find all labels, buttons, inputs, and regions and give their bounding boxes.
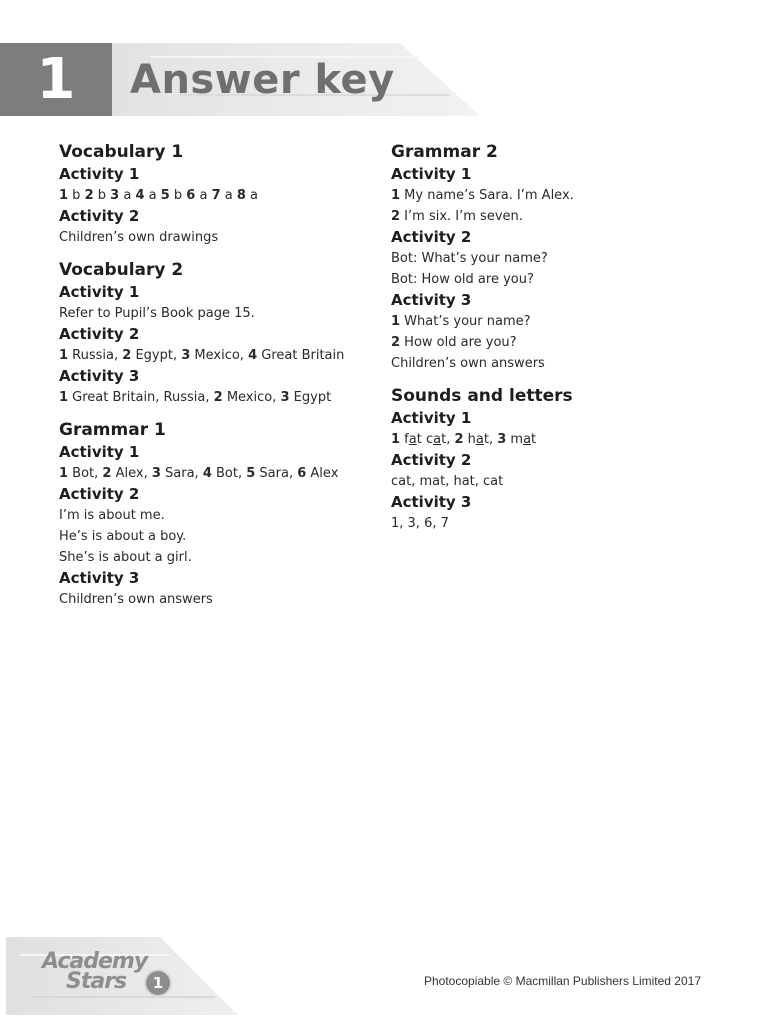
- answer-line: [391, 269, 691, 290]
- right-column: [391, 140, 691, 544]
- activity-title: Activity 1: [59, 165, 140, 183]
- activity-title: Activity 1: [59, 283, 140, 301]
- answer-text: m: [506, 432, 524, 447]
- item-number: 2: [391, 209, 401, 224]
- activity-title: Activity 2: [59, 325, 140, 343]
- item-number: 2: [102, 466, 112, 481]
- activity-title: Activity 1: [391, 165, 472, 183]
- answer-line: [391, 311, 691, 332]
- answer-line: [59, 526, 359, 547]
- answer-text: Russia,: [68, 348, 123, 363]
- answer-line: [391, 248, 691, 269]
- answer-text: 1, 3, 6, 7: [391, 516, 449, 531]
- answer-section: [391, 140, 691, 374]
- answer-text: Bot: How old are you?: [391, 272, 534, 287]
- answer-text: I’m is about me.: [59, 508, 165, 523]
- underlined-letter: a: [475, 432, 484, 447]
- item-number: 1: [59, 390, 69, 405]
- underlined-letter: a: [408, 432, 417, 447]
- activity-block: [391, 164, 691, 227]
- item-number: 1: [59, 466, 69, 481]
- answer-text: Great Britain, Russia,: [68, 390, 214, 405]
- activity-block: [59, 282, 359, 324]
- answer-text: Children’s own drawings: [59, 230, 219, 245]
- item-number: 1: [59, 188, 69, 203]
- answer-text: Sara,: [255, 466, 298, 481]
- activity-title: Activity 2: [59, 207, 140, 225]
- activity-block: [59, 484, 359, 568]
- answer-text: Bot,: [211, 466, 247, 481]
- item-number: 2: [84, 188, 94, 203]
- activity-block: [391, 290, 691, 374]
- answer-text: a: [119, 188, 136, 203]
- answer-text: f: [400, 432, 409, 447]
- answer-text: cat, mat, hat, cat: [391, 474, 504, 489]
- logo-word-academy: Academy: [42, 949, 148, 974]
- answer-text: He’s is about a boy.: [59, 529, 187, 544]
- activity-block: [391, 492, 691, 534]
- answer-line: [391, 353, 691, 374]
- item-number: 1: [391, 188, 401, 203]
- answer-section: [59, 258, 359, 408]
- section-title: Grammar 2: [391, 142, 498, 162]
- item-number: 2: [213, 390, 223, 405]
- answer-line: [59, 547, 359, 568]
- answer-text: Bot: What’s your name?: [391, 251, 548, 266]
- item-number: 5: [160, 188, 170, 203]
- answer-text: How old are you?: [400, 335, 517, 350]
- answer-line: [391, 429, 691, 450]
- copyright-notice: Photocopiable © Macmillan Publishers Limited 2017: [424, 974, 701, 988]
- answer-line: [59, 387, 359, 408]
- item-number: 3: [280, 390, 290, 405]
- answer-line: [391, 332, 691, 353]
- answer-text: Egypt: [289, 390, 332, 405]
- activity-block: [59, 366, 359, 408]
- answer-line: [391, 513, 691, 534]
- answer-section: [391, 384, 691, 534]
- activity-block: [59, 568, 359, 610]
- activity-title: Activity 1: [391, 409, 472, 427]
- answer-text: t c: [416, 432, 434, 447]
- answer-section: [59, 140, 359, 248]
- answer-text: h: [463, 432, 476, 447]
- left-column: [59, 140, 359, 620]
- answer-text: Sara,: [160, 466, 203, 481]
- activity-title: Activity 3: [391, 493, 472, 511]
- activity-title: Activity 3: [391, 291, 472, 309]
- item-number: 3: [497, 432, 507, 447]
- answer-text: Mexico,: [190, 348, 249, 363]
- answer-section: [59, 418, 359, 610]
- section-title: Vocabulary 2: [59, 260, 184, 280]
- answer-text: Children’s own answers: [59, 592, 213, 607]
- item-number: 3: [110, 188, 120, 203]
- activity-block: [59, 442, 359, 484]
- item-number: 2: [391, 335, 401, 350]
- answer-text: My name’s Sara. I’m Alex.: [400, 188, 574, 203]
- answer-line: [59, 463, 359, 484]
- answer-text: Refer to Pupil’s Book page 15.: [59, 306, 255, 321]
- answer-text: She’s is about a girl.: [59, 550, 192, 565]
- answer-line: [391, 206, 691, 227]
- item-number: 4: [202, 466, 212, 481]
- logo-word-stars: Stars: [66, 969, 127, 994]
- item-number: 1: [59, 348, 69, 363]
- underlined-letter: a: [523, 432, 532, 447]
- section-title: Sounds and letters: [391, 386, 573, 406]
- answer-text: a: [144, 188, 161, 203]
- answer-line: [59, 505, 359, 526]
- unit-number: 1: [36, 46, 76, 112]
- logo-level-badge: 1: [144, 969, 172, 997]
- answer-text: Bot,: [68, 466, 103, 481]
- activity-title: Activity 2: [59, 485, 140, 503]
- answer-text: I’m six. I’m seven.: [400, 209, 523, 224]
- item-number: 2: [122, 348, 132, 363]
- activity-title: Activity 3: [59, 569, 140, 587]
- item-number: 2: [454, 432, 464, 447]
- item-number: 4: [248, 348, 258, 363]
- activity-title: Activity 1: [59, 443, 140, 461]
- activity-block: [59, 206, 359, 248]
- answer-text: b: [169, 188, 187, 203]
- answer-line: [59, 185, 359, 206]
- underlined-letter: a: [433, 432, 442, 447]
- item-number: 6: [297, 466, 307, 481]
- answer-line: [391, 471, 691, 492]
- answer-text: Egypt,: [131, 348, 182, 363]
- activity-title: Activity 2: [391, 228, 472, 246]
- answer-line: [59, 589, 359, 610]
- activity-block: [391, 450, 691, 492]
- item-number: 7: [211, 188, 221, 203]
- answer-line: [59, 227, 359, 248]
- answer-text: t,: [483, 432, 498, 447]
- answer-text: t,: [441, 432, 455, 447]
- section-title: Grammar 1: [59, 420, 166, 440]
- item-number: 3: [151, 466, 161, 481]
- item-number: 3: [181, 348, 191, 363]
- answer-text: Great Britain: [257, 348, 345, 363]
- answer-text: Mexico,: [222, 390, 281, 405]
- section-title: Vocabulary 1: [59, 142, 184, 162]
- item-number: 1: [391, 314, 401, 329]
- item-number: 4: [135, 188, 145, 203]
- item-number: 5: [246, 466, 256, 481]
- page-title: Answer key: [130, 57, 395, 103]
- answer-text: Children’s own answers: [391, 356, 545, 371]
- activity-title: Activity 3: [59, 367, 140, 385]
- item-number: 8: [236, 188, 246, 203]
- activity-block: [59, 164, 359, 206]
- activity-title: Activity 2: [391, 451, 472, 469]
- answer-text: a: [245, 188, 259, 203]
- item-number: 1: [391, 432, 401, 447]
- answer-line: [391, 185, 691, 206]
- answer-text: Alex: [306, 466, 339, 481]
- answer-text: Alex,: [111, 466, 152, 481]
- answer-line: [59, 303, 359, 324]
- academy-stars-logo: [40, 947, 180, 999]
- answer-text: t: [531, 432, 537, 447]
- answer-text: What’s your name?: [400, 314, 531, 329]
- answer-text: b: [68, 188, 85, 203]
- answer-text: b: [93, 188, 111, 203]
- activity-block: [391, 227, 691, 290]
- item-number: 6: [186, 188, 196, 203]
- activity-block: [391, 408, 691, 450]
- answer-text: a: [195, 188, 212, 203]
- answer-line: [59, 345, 359, 366]
- activity-block: [59, 324, 359, 366]
- answer-text: a: [220, 188, 237, 203]
